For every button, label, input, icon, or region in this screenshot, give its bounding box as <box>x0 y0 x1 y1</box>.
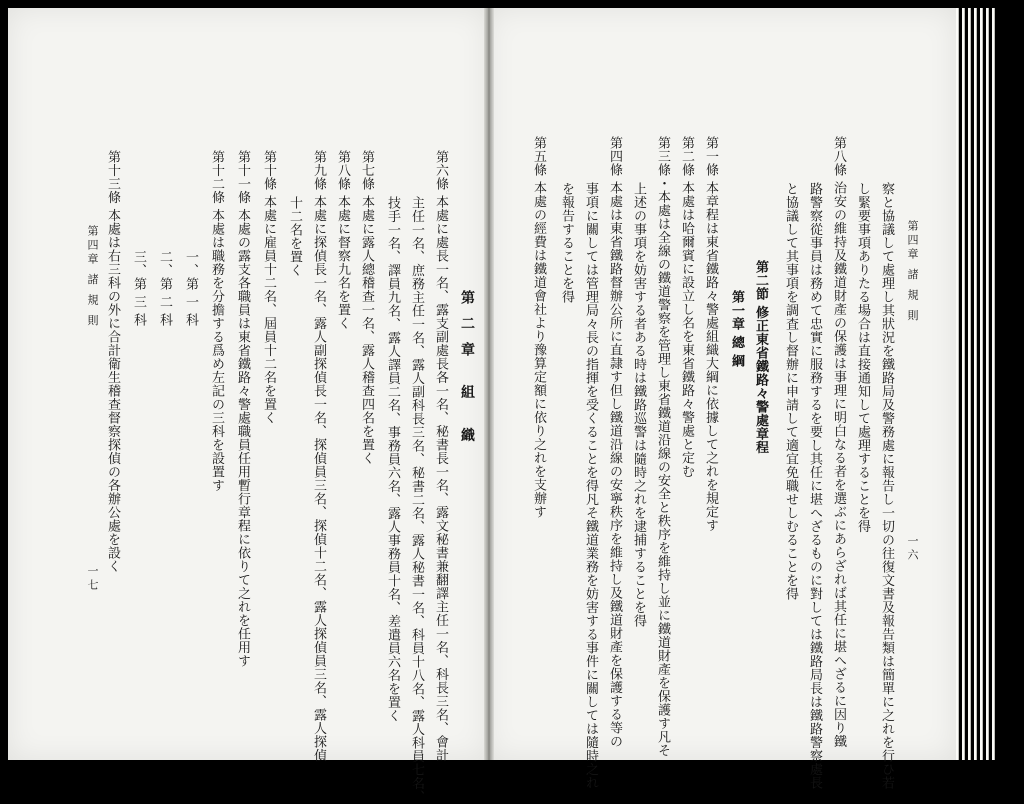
running-header-right: 第四章 諸 規 則 <box>906 220 919 324</box>
article-3: 第三條・本處は全線の鐵道警察を管理し東省鐵道沿線の安全と秩序を維持し並に鐵道財產を保護す凡そ <box>655 136 670 757</box>
chapter-title-organization: 第二章 組 織 <box>459 290 475 454</box>
page-number-left: 一七 <box>86 565 99 593</box>
article-9: 第九條 本處に探偵長一名、露人副探偵長一名、探偵員三名、探偵十二名、露人探偵員三名、露人探偵 <box>311 150 326 763</box>
text-line: を報告することを得 <box>559 182 574 304</box>
article-11: 第十一條 本處の露支各職員は東省鐵路々警處職員任用暫行章程に依りて之れを任用す <box>235 150 250 668</box>
text-line: 技手一名、譯員九名、露人譯員二名、事務員六名、露人事務員十名、差遣員六名を置く <box>385 196 400 723</box>
section-title: 第二節 修正東省鐵路々警處章程 <box>753 260 768 455</box>
article-12: 第十二條 本處は職務を分擔する爲め左記の三科を設置す <box>209 150 224 493</box>
text-line: 察と協議して處理し其狀況を鐵路局及警務處に報告し一切の往復文書及報告類は簡單に之れを行ひ若 <box>879 182 894 790</box>
page-number-right: 一六 <box>906 535 919 563</box>
text-line: 主任一名、庶務主任一名、露人副科長三名、秘書二名、露人秘書一名、科員十八名、露人科員七名、 <box>409 196 424 804</box>
article-8-left: 第八條 本處に督察九名を置く <box>335 150 350 331</box>
article-13: 第十三條 本處は右三科の外に合計衛生稽查督察探偵の各辦公處を設く <box>105 150 120 574</box>
text-line: 上述の事項を妨害する者ある時は鐵路巡警は隨時之れを逮捕することを得 <box>631 182 646 628</box>
chapter-title-general: 第一章 總 綱 <box>729 290 744 368</box>
text-line: と協議して其事項を調査し督辦に申請して適宜免職せしむることを得 <box>783 182 798 601</box>
list-item: 一、第 一 科 <box>183 250 198 327</box>
text-line: 路警察從事員は務めて忠實に服務するを要し其任に堪へざるものに對しては鐵路局長は鐵路警察處長 <box>807 182 822 790</box>
book-gutter <box>484 8 494 760</box>
running-header-left: 第四章 諸 規 則 <box>86 225 99 329</box>
article-7: 第七條 本處に露人總稽查一名、露人稽查四名を置く <box>359 150 374 466</box>
article-6: 第六條 本處に處長一名、露支副處長各一名、秘書長一名、露文秘書兼翻譯主任一名、科長三名、會計 <box>433 150 448 763</box>
article-2: 第二條 本處は哈爾賓に設立し名を東省鐵路々警處と定む <box>679 136 694 479</box>
text-line: 十二名を置く <box>287 196 302 277</box>
article-1: 第一條 本章程は東省鐵路々警處組織大綱に依據して之れを規定す <box>703 136 718 533</box>
article-4: 第四條 本處は東省鐵路督辦公所に直隷す但し鐵道沿線の安寧秩序を維持し及鐵道財產を保護する等の <box>607 136 622 749</box>
page-fore-edges <box>956 8 1008 760</box>
article-10: 第十條 本處に雇員十二名、屆員十二名を置く <box>261 150 276 425</box>
list-item: 三、第 三 科 <box>131 250 146 327</box>
article-8: 第八條 治安の維持及鐵道財產の保護は事理に明白なる者を選ぶにあらざれば其任に堪へざるに因り鐵 <box>831 136 846 749</box>
text-line: 事項に關しては管理局々長の指揮を受くることを得凡そ鐵道業務を妨害する事件に關しては隨時之れ <box>583 182 598 790</box>
article-5: 第五條 本處の經費は鐵道會社より豫算定額に依り之れを支辦す <box>531 136 546 519</box>
list-item: 二、第 二 科 <box>157 250 172 327</box>
text-line: し緊要事項ありたる場合は直接通知して處理することを得 <box>855 182 870 533</box>
